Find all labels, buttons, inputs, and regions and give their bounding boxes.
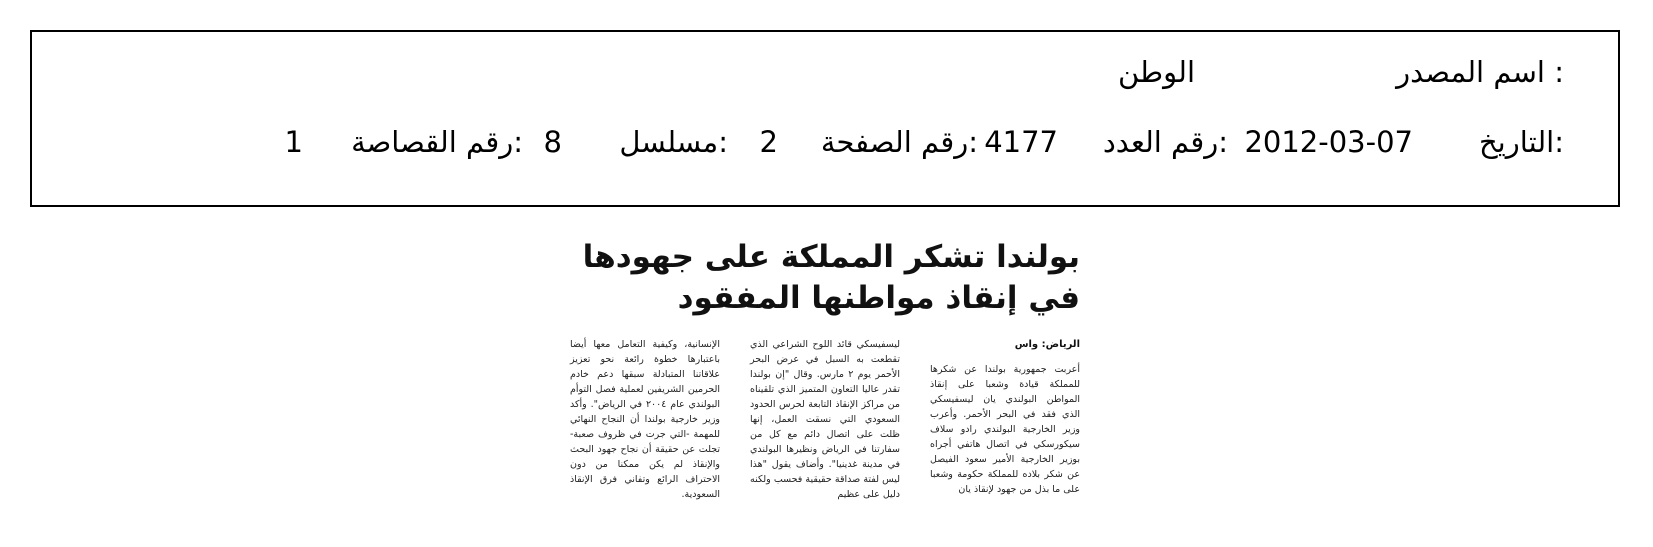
byline: الرياض: واس — [1014, 339, 1080, 350]
article-column-2-text: ليسفيسكي قائد اللوح الشراعي الذي تقطعت به السبل في عرض البحر الأحمر يوم ٢ مارس. وقال "إن بولندا تقدر عاليا التعاون المتميز الذي تلقيناه من مراكز الإنقاذ التابعة لحرس الحدود السعودي التي نسقت العمل، إنها ظلت على اتصال دائم مع كل من سفارتنا في الرياض ونظيرها البولندي في مدينة غدينيا". وأضاف يقول "هذا ليس لفتة صداقة حقيقية فحسب ولكنه دليل على عظيم — [750, 339, 900, 500]
article-column-1-text: أعربت جمهورية بولندا عن شكرها للمملكة قيادة وشعبا على إنقاذ المواطن البولندي يان ليسفيسكي الذي فقد في البحر الأحمر. وأعرب وزير الخارجية البولندي رادو سلاف سيكورسكي في اتصال هاتفي أجراه بوزير الخارجية الأمير سعود الفيصل عن شكر بلاده للمملكة حكومة وشعبا على ما بذل من جهود لإنقاذ يان — [930, 364, 1080, 495]
article-column-2 — [750, 337, 900, 502]
headline-line-2: في إنقاذ مواطنها المفقود — [677, 280, 1080, 316]
clipping-header-box — [30, 30, 1620, 207]
date-label: التاريخ: — [1478, 125, 1564, 159]
clipping-value: 1 — [284, 125, 303, 159]
serial-label: مسلسل: — [619, 125, 728, 159]
serial-value: 8 — [543, 125, 562, 159]
issue-value: 4177 — [984, 125, 1058, 159]
article-column-3-text: الإنسانية، وكيفية التعامل معها أيضا باعتبارها خطوة رائعة نحو تعزيز علاقاتنا المتبادلة سبقها دعم خادم الحرمين الشريفين لعملية فصل التوأم البولندي عام ٢٠٠٤ في الرياض". وأكد وزير خارجية بولندا أن النجاح النهائي للمهمة -التي جرت في ظروف صعبة- تجلت عن حقيقة أن نجاح جهود البحث والإنقاذ لم يكن ممكنا من دون الاحتراف الرائع وتفاني فرق الإنقاذ السعودية. — [570, 339, 720, 500]
date-value: 2012-03-07 — [1244, 125, 1413, 159]
clipping-label: رقم القصاصة: — [351, 125, 523, 159]
page-label: رقم الصفحة: — [820, 125, 978, 159]
source-label: اسم المصدر : — [1396, 55, 1564, 89]
page-value: 2 — [759, 125, 778, 159]
source-value: الوطن — [1117, 55, 1195, 89]
headline-line-1: بولندا تشكر المملكة على جهودها — [582, 239, 1080, 275]
newspaper-clipping — [560, 240, 1080, 540]
article-column-1 — [930, 337, 1080, 497]
issue-label: رقم العدد: — [1102, 125, 1228, 159]
article-column-3 — [570, 337, 720, 502]
article-columns — [560, 337, 1080, 537]
